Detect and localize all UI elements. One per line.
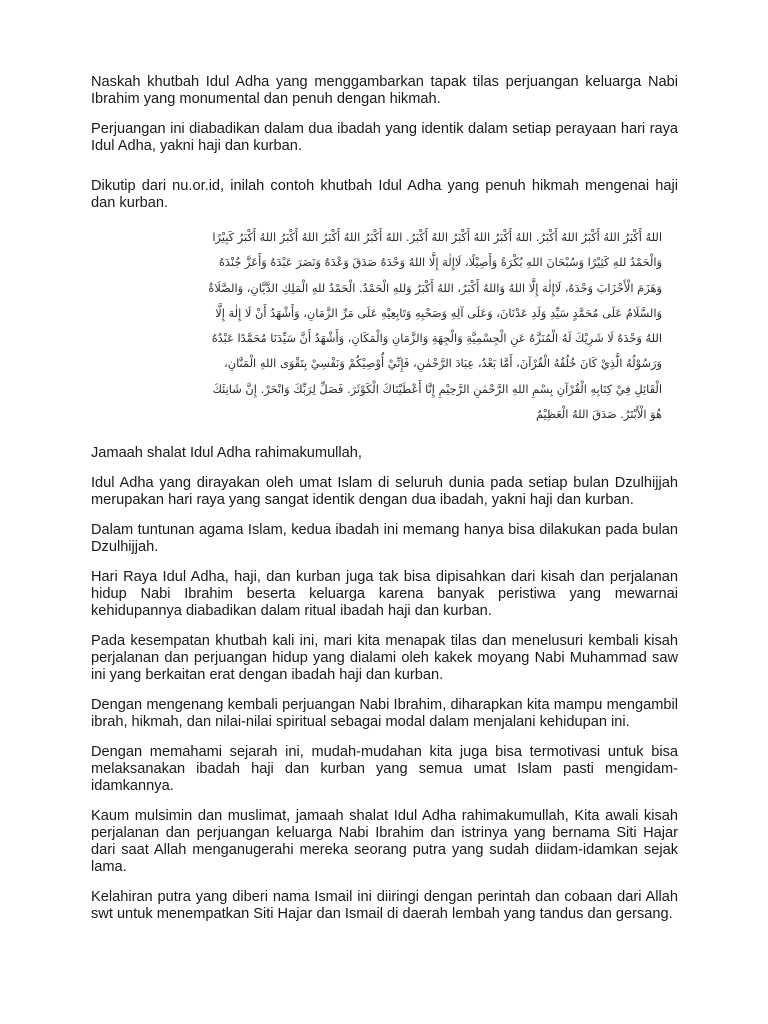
body-paragraph-2: Idul Adha yang dirayakan oleh umat Islam di seluruh dunia pada setiap bulan Dzulhijjah merupakan hari raya yang sangat identik dengan dua ibadah, yakni haji dan kurban. — [91, 475, 678, 509]
arabic-khutbah-opening — [111, 225, 662, 427]
body-paragraph-3: Dalam tuntunan agama Islam, kedua ibadah ini memang hanya bisa dilakukan pada bulan Dzulhijjah. — [91, 522, 678, 556]
body-paragraph-8: Kaum mulsimin dan muslimat, jamaah shalat Idul Adha rahimakumullah, Kita awali kisah perjalanan dan perjuangan keluarga Nabi Ibrahim dan istrinya yang bernama Siti Hajar dari saat Allah menganugerahi mereka seorang putra yang sudah diidam-idamkan sejak lama. — [91, 808, 678, 876]
body-paragraph-6: Dengan mengenang kembali perjuangan Nabi Ibrahim, diharapkan kita mampu mengambil ibrah, hikmah, dan nilai-nilai spiritual sebagai modal dalam menjalani kehidupan ini. — [91, 697, 678, 731]
arabic-line-3: وَهَزَمَ الْأَحْزَابَ وَحْدَهُ، لَاإِلٰهَ إِلَّا اللهُ وَاللهُ أَكْبَرُ، اللهُ أَكْبَرُ وَللهِ الْحَمْدُ. الْحَمْدُ للهِ الْمَلِكِ الدَّيَّانِ، وَالصَّلَاةُ — [208, 280, 662, 295]
intro-paragraph-2: Perjuangan ini diabadikan dalam dua ibadah yang identik dalam setiap perayaan hari raya Idul Adha, yakni haji dan kurban. — [91, 121, 678, 154]
body-paragraph-7: Dengan memahami sejarah ini, mudah-mudahan kita juga bisa termotivasi untuk bisa melaksanakan ibadah haji dan kurban yang semua umat Islam pasti mengidam-idamkannya. — [91, 744, 678, 795]
arabic-line-4: وَالسَّلَامُ عَلَى مُحَمَّدٍ سَيِّدِ وَلَدِ عَدْنَانَ، وَعَلَى آلِهِ وَصَحْبِهِ وَتَابِعِيْهِ عَلَى مَرِّ الزَّمَانِ، وَأَشْهَدُ أَنْ لَا إِلٰهَ إِلَّا — [215, 305, 662, 320]
body-paragraph-5: Pada kesempatan khutbah kali ini, mari kita menapak tilas dan menelusuri kembali kisah perjalanan dan perjuangan hidup yang dialami oleh kakek moyang Nabi Muhammad saw ini yang berkaitan erat dengan ibadah haji dan kurban. — [91, 633, 678, 684]
body-paragraph-1: Jamaah shalat Idul Adha rahimakumullah, — [91, 445, 362, 462]
body-paragraph-4: Hari Raya Idul Adha, haji, dan kurban juga tak bisa dipisahkan dari kisah dan perjalanan hidup Nabi Ibrahim beserta keluarga karena banyak peristiwa yang mewarnai kehidupannya diabadikan dalam ritual ibadah haji dan kurban. — [91, 569, 678, 620]
body-paragraph-9: Kelahiran putra yang diberi nama Ismail ini diiringi dengan perintah dan cobaan dari Allah swt untuk menempatkan Siti Hajar dan Ismail di daerah lembah yang tandus dan gersang. — [91, 889, 678, 923]
arabic-line-8: هُوَ الْأَبْتَرُ. صَدَقَ اللهُ الْعَظِيْمُ — [535, 407, 662, 422]
arabic-line-6: وَرَسُوْلُهُ الَّذِيْ كَانَ خُلُقُهُ الْقُرْآنَ، أَمَّا بَعْدُ، عِبَادَ الرَّحْمٰنِ، فَإِنِّيْ أُوْصِيْكُمْ وَنَفْسِيْ بِتَقْوَى اللهِ الْمَنَّانِ، — [224, 356, 662, 371]
arabic-line-5: اللهُ وَحْدَهُ لَا شَرِيْكَ لَهُ الْمُنَزَّهُ عَنِ الْجِسْمِيَّةِ وَالْجِهَةِ وَالزَّمَانِ وَالْمَكَانِ، وَأَشْهَدُ أَنَّ سَيِّدَنَا مُحَمَّدًا عَبْدُهُ — [211, 331, 662, 346]
arabic-line-7: الْقَائِلِ فِيْ كِتَابِهِ الْقُرْآنِ بِسْمِ اللهِ الرَّحْمٰنِ الرَّحِيْمِ إِنَّا أَعْطَيْنَاكَ الْكَوْثَرَ. فَصَلِّ لِرَبِّكَ وَانْحَرْ. إِنَّ شَانِئَكَ — [212, 381, 662, 396]
intro-paragraph-1: Naskah khutbah Idul Adha yang menggambarkan tapak tilas perjuangan keluarga Nabi Ibrahim yang monumental dan penuh dengan hikmah. — [91, 74, 678, 107]
intro-paragraph-3: Dikutip dari nu.or.id, inilah contoh khutbah Idul Adha yang penuh hikmah mengenai haji dan kurban. — [91, 178, 678, 211]
arabic-line-2: وَالْحَمْدُ للهِ كَثِيْرًا وَسُبْحَانَ اللهِ بُكْرَةً وَأَصِيْلًا، لَاإِلٰهَ إِلَّا اللهُ وَحْدَهُ صَدَقَ وَعْدَهُ وَنَصَرَ عَبْدَهُ وَأَعَزَّ جُنْدَهُ — [218, 255, 662, 270]
paragraph-gap — [91, 168, 678, 178]
arabic-line-1: اللهُ أَكْبَرُ اللهُ أَكْبَرُ اللهُ أَكْبَرُ. اللهُ أَكْبَرُ اللهُ أَكْبَرُ اللهُ أَكْبَرُ. اللهُ أَكْبَرُ اللهُ أَكْبَرُ اللهُ أَكْبَرُ اللهُ أَكْبَرُ كَبِيْرًا — [212, 230, 662, 244]
